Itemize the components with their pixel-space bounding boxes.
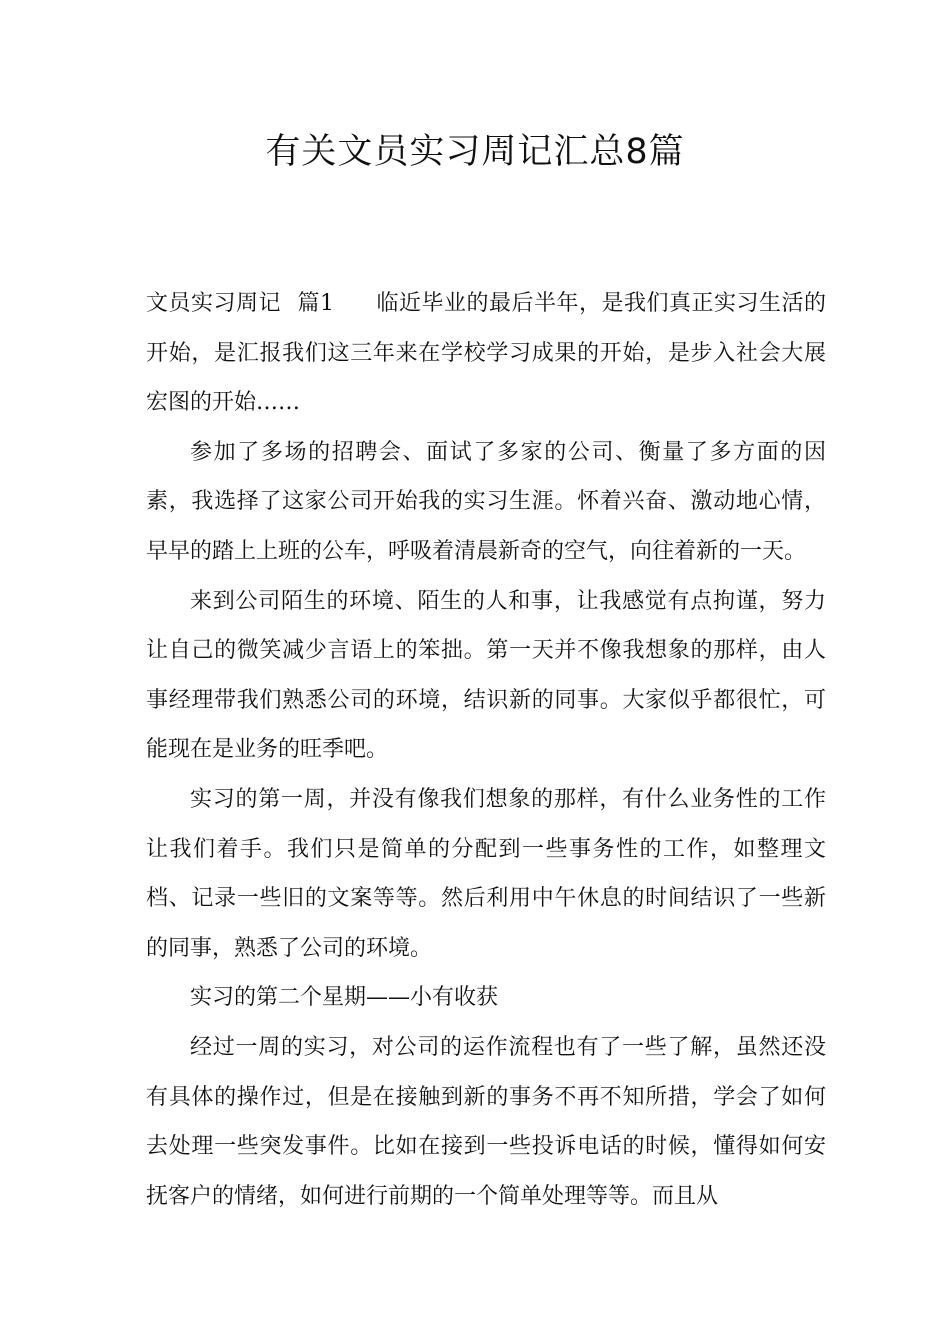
paragraph-2: 参加了多场的招聘会、面试了多家的公司、衡量了多方面的因素，我选择了这家公司开始我的实习生涯。怀着兴奋、激动地心情，早早的踏上上班的公车，呼吸着清晨新奇的空气，向往着新的一天。: [146, 439, 826, 564]
section-heading-number: 篇1: [297, 291, 334, 316]
subheading-week-two: 实习的第二个星期——小有收获: [190, 985, 499, 1011]
section-heading-label: 文员实习周记: [146, 291, 281, 316]
paragraph-4: 实习的第一周，并没有像我们想象的那样，有什么业务性的工作让我们着手。我们只是简单的分配到一些事务性的工作，如整理文档、记录一些旧的文案等等。然后利用中午休息的时间结识了一些新的同事，熟悉了公司的环境。: [146, 786, 826, 961]
paragraph-3: 来到公司陌生的环境、陌生的人和事，让我感觉有点拘谨，努力让自己的微笑减少言语上的笨拙。第一天并不像我想象的那样，由人事经理带我们熟悉公司的环境，结识新的同事。大家似乎都很忙，可能现在是业务的旺季吧。: [146, 588, 826, 763]
paragraph-1: [146, 279, 826, 428]
document-body: [146, 279, 826, 1221]
paragraph-6: 经过一周的实习，对公司的运作流程也有了一些了解，虽然还没有具体的操作过，但是在接触到新的事务不再不知所措，学会了如何去处理一些突发事件。比如在接到一些投诉电话的时候，懂得如何安抚客户的情绪，如何进行前期的一个简单处理等等。而且从: [146, 1034, 826, 1209]
paragraph-1-text: 临近毕业的最后半年，是我们真正实习生活的开始，是汇报我们这三年来在学校学习成果的开始，是步入社会大展宏图的开始……: [146, 291, 826, 416]
document-title: 有关文员实习周记汇总8篇: [265, 132, 685, 172]
